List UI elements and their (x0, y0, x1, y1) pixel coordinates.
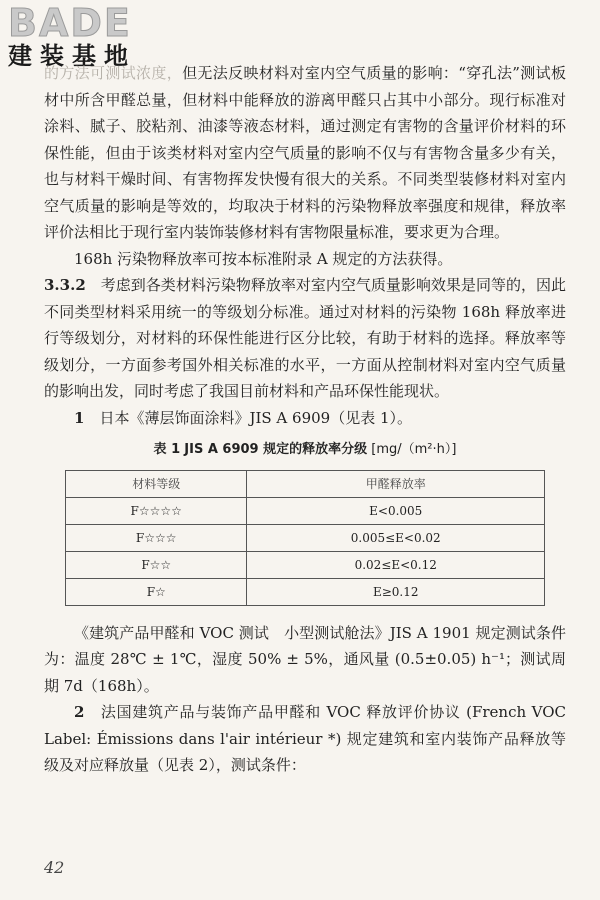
section-3-3-2 (44, 272, 566, 405)
logo-title: BADE (8, 1, 132, 45)
section-text: 考虑到各类材料污染物释放率对室内空气质量影响效果是同等的，因此不同类型材料采用统一的等级划分标准。通过对材料的污染物 168h 释放率进行等级划分，对材料的环保性能进行区分比较，有助于材料的选择。释放率等级划分，一方面参考国外相关标准的水平，一方面从控制材料对室内空气质量的影响出发，同时考虑了我国目前材料和产品环保性能现状。 (44, 276, 566, 400)
cell-rate: E≥0.12 (247, 578, 545, 605)
list-item-2 (44, 699, 566, 779)
list-item-1 (44, 405, 566, 432)
table-caption (44, 437, 566, 464)
cell-grade: F☆ (66, 578, 247, 605)
paragraph-4: 《建筑产品甲醛和 VOC 测试 小型测试舱法》JIS A 1901 规定测试条件为：温度 28℃ ± 1℃，湿度 50% ± 5%，通风量 (0.5±0.05) h⁻¹；测试周期 7d（168h）。 (44, 623, 566, 695)
paragraph-1-ghost: 的方法可测试浓度， (44, 64, 183, 82)
emission-grade-table (65, 470, 545, 606)
paragraph-1 (44, 60, 566, 246)
table-row (66, 497, 545, 524)
table-row (66, 578, 545, 605)
cell-grade: F☆☆ (66, 551, 247, 578)
paragraph-1-text: 但无法反映材料对室内空气质量的影响：“穿孔法”测试板材中所含甲醛总量，但材料中能释放的游离甲醛只占其中小部分。现行标准对涂料、腻子、胶粘剂、油漆等液态材料，通过测定有害物的含量评价材料的环保性能，但由于该类材料对室内空气质量的影响不仅与有害物含量多少有关，也与材料干燥时间、有害物挥发快慢有很大的关系。不同类型装修材料对室内空气质量的影响是等效的，均取决于材料的污染物释放率强度和规律，释放率评价法相比于现行室内装饰装修材料有害物限量标准，要求更为合理。 (44, 64, 566, 241)
table-caption-label: 表 1 (153, 442, 181, 457)
list-item-1-text: 日本《薄层饰面涂料》JIS A 6909（见表 1）。 (99, 408, 413, 427)
list-item-2-text: 法国建筑产品与装饰产品甲醛和 VOC 释放评价协议 (French VOC Label: Émissions dans l'air intérieur *) 规定建筑和室内装饰产品释放等级及对应释放量（见表 2），测试条件： (44, 703, 566, 774)
cell-rate: 0.005≤E<0.02 (247, 524, 545, 551)
logo-subtitle: 建装基地 (8, 42, 136, 70)
site-logo (8, 1, 136, 70)
page-body (44, 60, 566, 779)
header-grade: 材料等级 (66, 470, 247, 497)
section-number: 3.3.2 (44, 276, 86, 294)
table-row (66, 551, 545, 578)
table-caption-unit: [mg/（m²·h）] (371, 442, 457, 457)
table-row (66, 524, 545, 551)
list-item-1-number: 1 (74, 408, 85, 427)
header-rate: 甲醛释放率 (247, 470, 545, 497)
table-header-row (66, 470, 545, 497)
table-caption-title: JIS A 6909 规定的释放率分级 (184, 442, 368, 457)
list-item-2-number: 2 (74, 703, 85, 721)
cell-rate: E<0.005 (247, 497, 545, 524)
paragraph-2: 168h 污染物释放率可按本标准附录 A 规定的方法获得。 (74, 249, 453, 268)
page-number: 42 (44, 858, 65, 877)
cell-grade: F☆☆☆ (66, 524, 247, 551)
cell-grade: F☆☆☆☆ (66, 497, 247, 524)
cell-rate: 0.02≤E<0.12 (247, 551, 545, 578)
